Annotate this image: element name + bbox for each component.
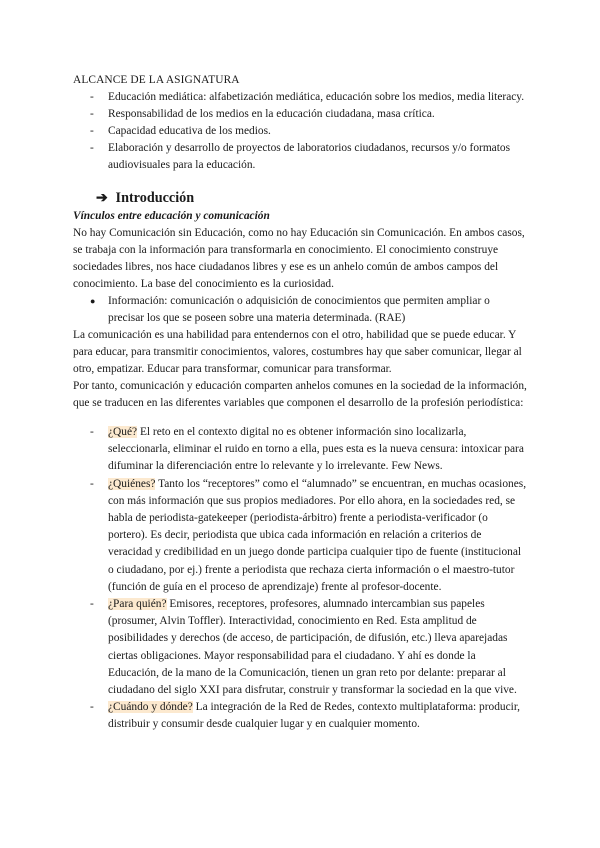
list-item: - Educación mediática: alfabetización mediática, educación sobre los medios, media literacy. [73, 89, 528, 106]
bullet-list [73, 293, 528, 327]
question-label: ¿Para quién? [108, 598, 167, 611]
dash-marker: - [90, 142, 94, 154]
list-item: ● Información: comunicación o adquisición de conocimientos que permiten ampliar o precisar los que se poseen sobre una materia determinada. (RAE) [90, 295, 490, 324]
list-item: - ¿Quiénes? Tanto los “receptores” como el “alumnado” se encuentran, en muchas ocasiones, con más información que sus propios mediadores. Por ello ahora, en la sociedades red, se habla de periodista-gatekeeper (periodista-árbitro) frente a periodista-verificador (o portero). Es decir, periodista que ubica cada información en relación a criterios de veracidad y credibilidad en un juego donde participa cualquier tipo de fuente (institucional o ciudadano, por ej.) frente a periodista que rechaza cierta información o el maestro-tutor (función de guía en el proceso de aprendizaje) frente al profesor-docente. [90, 477, 527, 593]
list-item: - Capacidad educativa de los medios. [73, 123, 528, 140]
list-item: - Responsabilidad de los medios en la educación ciudadana, masa crítica. [73, 106, 528, 123]
dash-marker: - [90, 426, 94, 438]
dash-marker: - [90, 598, 94, 611]
arrow-right-icon: ➔ [96, 190, 108, 206]
dash-marker: - [90, 701, 94, 714]
section-heading [96, 188, 194, 208]
paragraph: La comunicación es una habilidad para entendernos con el otro, habilidad que se puede educar. Y para educar, para transmitir conocimientos, valores, costumbres hay que saber comunicar, llegar al otro, empatizar. Educar para transformar, comunicar para transformar. [73, 329, 522, 375]
page-title: ALCANCE DE LA ASIGNATURA [73, 74, 240, 86]
question-list [73, 424, 528, 734]
paragraph: Por tanto, comunicación y educación comparten anhelos comunes en la sociedad de la información, que se traducen en las diferentes variables que componen el desarrollo de la profesión periodística: [73, 380, 527, 409]
bullet-dot-icon: ● [90, 296, 96, 306]
question-label: ¿Quiénes? [108, 477, 156, 490]
dash-marker: - [90, 125, 94, 137]
section-heading-text: Introducción [115, 190, 195, 206]
list-item: - ¿Qué? El reto en el contexto digital no es obtener información sino localizarla, seleccionarla, eliminar el ruido en torno a ella, pues esta es la nueva censura: intoxicar para difuminar la diferenciación entre lo relevante y lo irrelevante. Few News. [90, 426, 524, 473]
question-label: ¿Qué? [108, 426, 138, 438]
dash-marker: - [90, 91, 94, 103]
paragraph: No hay Comunicación sin Educación, como no hay Educación sin Comunicación. En ambos casos, se trabaja con la información para transformarla en conocimiento. El conocimiento construye sociedades libres, nos hace ciudadanos libres y ese es un anhelo común de ambos campos del conocimiento. La base del conocimiento es la curiosidad. [73, 227, 525, 290]
scope-list [73, 89, 528, 174]
list-item: - Elaboración y desarrollo de proyectos de laboratorios ciudadanos, recursos y/o formatos audiovisuales para la educación. [90, 142, 511, 171]
dash-marker: - [90, 108, 94, 120]
subheading: Vínculos entre educación y comunicación [73, 210, 270, 222]
list-item: - ¿Para quién? Emisores, receptores, profesores, alumnado intercambian sus papeles (prosumer, Alvin Toffler). Interactividad, conocimiento en Red. Esta amplitud de posibilidades y derechos (de acceso, de participación, de difusión, etc.) lleva aparejadas ciertas obligaciones. Mayor responsabilidad para el ciudadano. Y ahí es donde la Educación, de la mano de la Comunicación, tienen un gran reto por delante: preparar al ciudadano del siglo XXI para disfrutar, construir y transformar la sociedad en la que vive. [90, 598, 517, 697]
question-label: ¿Cuándo y dónde? [108, 701, 193, 714]
dash-marker: - [90, 477, 94, 490]
list-item: - ¿Cuándo y dónde? La integración de la Red de Redes, contexto multiplataforma: producir, distribuir y consumir desde cualquier lugar y en cualquier momento. [90, 701, 521, 731]
